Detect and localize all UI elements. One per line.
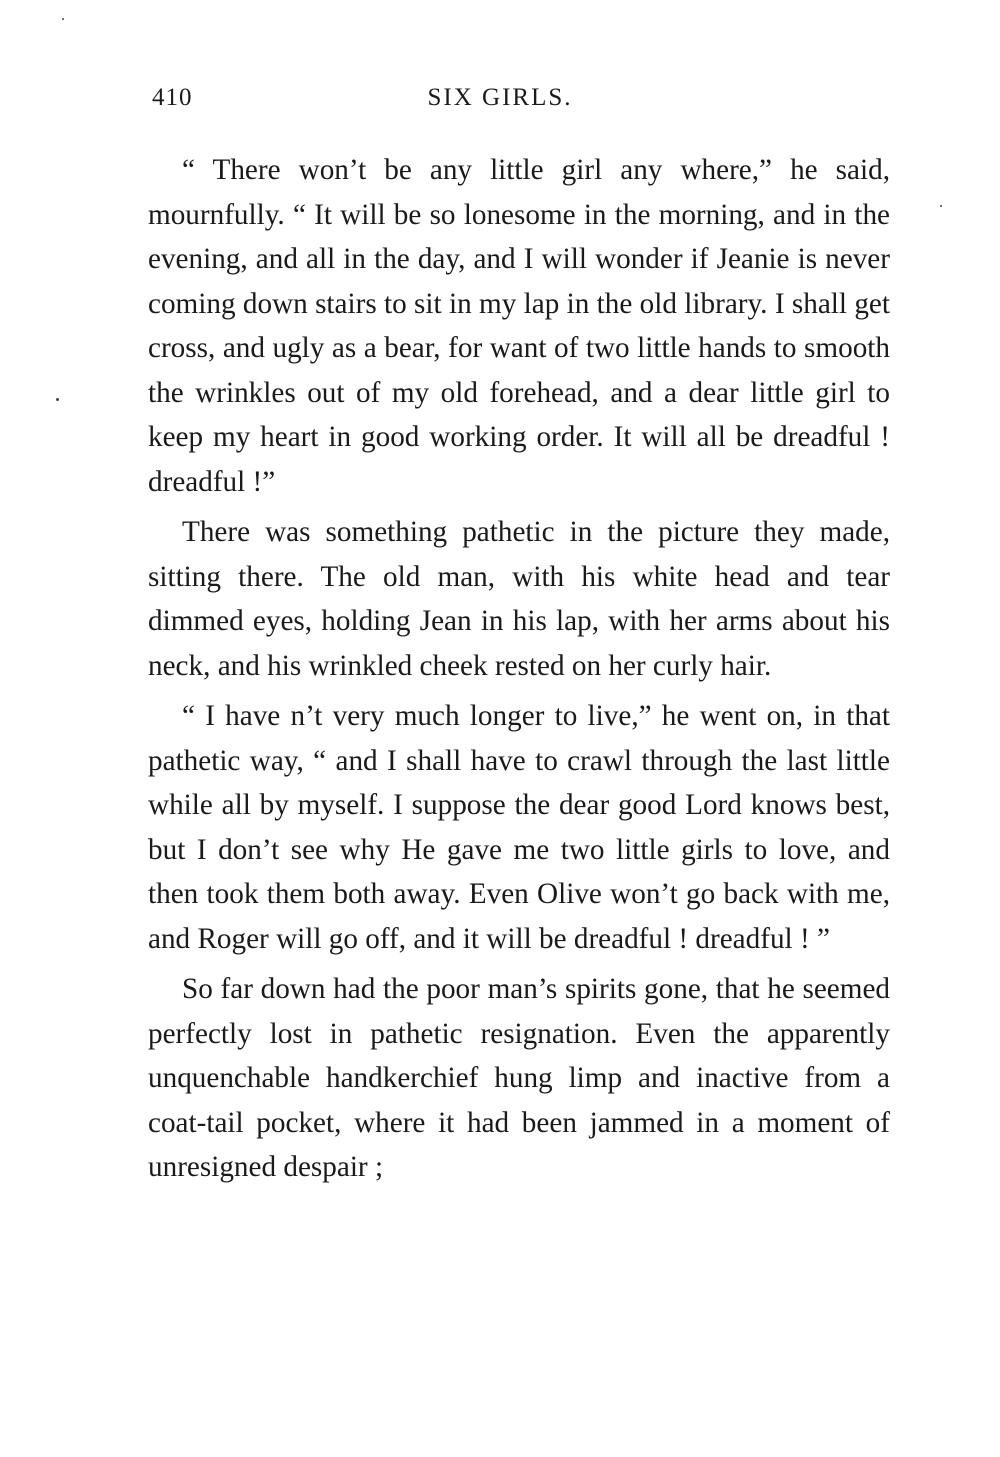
scan-speck — [56, 398, 59, 401]
paragraph-4: So far down had the poor man’s spirits gone, that he seemed perfectly lost in pathetic resignation. Even the apparently unquenchable handkerchief hung limp and inactive from a coat-tail pocket, where it had been jammed in a moment of unresigned despair ; — [148, 973, 890, 1183]
paragraph-2: There was something pathetic in the picture they made, sitting there. The old man, with his white head and tear dimmed eyes, holding Jean in his lap, with her arms about his neck, and his wrinkled cheek rested on her curly hair. — [148, 516, 890, 682]
scan-speck — [940, 205, 942, 207]
page-number: 410 — [152, 84, 193, 111]
paragraph-3: “ I have n’t very much longer to live,” he went on, in that pathetic way, “ and I shall have to crawl through the last little while all by myself. I suppose the dear good Lord knows best, but I don’t see why He gave me two little girls to love, and then took them both away. Even Olive won’t go back with me, and Roger will go off, and it will be dreadful ! dreadful ! ” — [148, 700, 890, 955]
paragraph-1: “ There won’t be any little girl any where,” he said, mournfully. “ It will be so lonesome in the morning, and in the evening, and all in the day, and I will wonder if Jeanie is never coming down stairs to sit in my lap in the old library. I shall get cross, and ugly as a bear, for want of two little hands to smooth the wrinkles out of my old forehead, and a dear little girl to keep my heart in good working order. It will all be dreadful ! dreadful !” — [148, 154, 890, 498]
running-title: SIX GIRLS. — [427, 84, 573, 111]
scan-speck — [62, 18, 64, 20]
body-text — [148, 148, 890, 1196]
